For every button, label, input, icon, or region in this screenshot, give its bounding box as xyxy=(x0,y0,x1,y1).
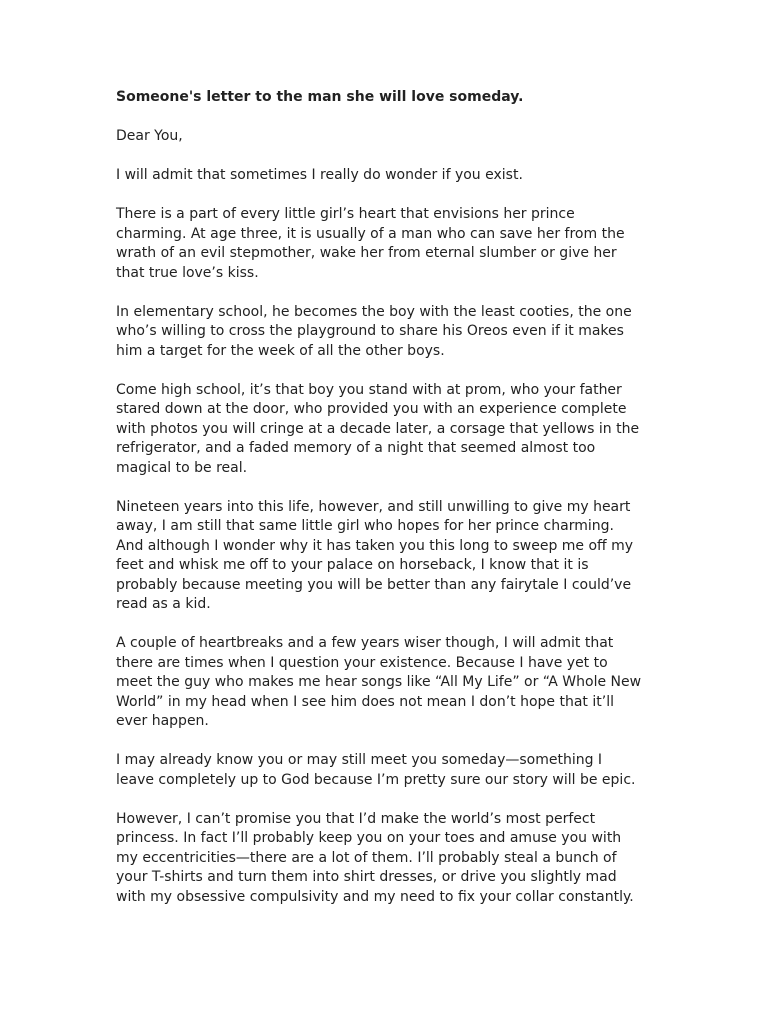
text-line: who’s willing to cross the playground to share his Oreos even if it makes xyxy=(116,323,624,339)
text-line: leave completely up to God because I’m pretty sure our story will be epic. xyxy=(116,771,636,788)
text-line: my eccentricities—there are a lot of them. I’ll probably steal a bunch of xyxy=(116,849,617,866)
text-line: with photos you will cringe at a decade later, a corsage that yellows in the xyxy=(116,420,640,437)
text-line: refrigerator, and a faded memory of a night that seemed almost too xyxy=(116,440,596,456)
text-line: probably because meeting you will be better than any fairytale I could’ve xyxy=(116,576,632,593)
text-line: In elementary school, he becomes the boy with the least cooties, the one xyxy=(116,303,632,320)
text-line: I will admit that sometimes I really do wonder if you exist. xyxy=(116,167,523,183)
document-page xyxy=(116,88,656,927)
text-line: feet and whisk me off to your palace on horseback, I know that it is xyxy=(116,557,589,573)
paragraph xyxy=(116,751,656,790)
text-line: with my obsessive compulsivity and my need to fix your collar constantly. xyxy=(116,888,634,905)
text-line: World” in my head when I see him does not mean I don’t hope that it’ll xyxy=(116,693,614,710)
text-line: There is a part of every little girl’s heart that envisions her prince xyxy=(116,206,575,222)
text-line: And although I wonder why it has taken you this long to sweep me off my xyxy=(116,537,634,554)
text-line: magical to be real. xyxy=(116,459,248,476)
paragraph xyxy=(116,498,656,615)
text-line: However, I can’t promise you that I’d make the world’s most perfect xyxy=(116,810,596,827)
document-body xyxy=(116,127,656,907)
text-line: meet the guy who makes me hear songs like “All My Life” or “A Whole New xyxy=(116,674,642,690)
text-line: A couple of heartbreaks and a few years wiser though, I will admit that xyxy=(116,635,614,651)
text-line: charming. At age three, it is usually of a man who can save her from the xyxy=(116,225,625,242)
paragraph xyxy=(116,303,656,362)
salutation xyxy=(116,127,656,147)
text-line: that true love’s kiss. xyxy=(116,264,259,281)
text-line: Nineteen years into this life, however, and still unwilling to give my heart xyxy=(116,498,631,515)
text-line: your T-shirts and turn them into shirt dresses, or drive you slightly mad xyxy=(116,869,617,885)
paragraph xyxy=(116,634,656,732)
paragraph xyxy=(116,810,656,908)
text-line: Dear You, xyxy=(116,128,183,144)
text-line: wrath of an evil stepmother, wake her from eternal slumber or give her xyxy=(116,245,617,261)
text-line: princess. In fact I’ll probably keep you on your toes and amuse you with xyxy=(116,830,622,846)
text-line: him a target for the week of all the other boys. xyxy=(116,342,445,359)
text-line: there are times when I question your existence. Because I have yet to xyxy=(116,654,608,671)
text-line: Come high school, it’s that boy you stand with at prom, who your father xyxy=(116,381,622,398)
paragraph xyxy=(116,205,656,283)
text-line: I may already know you or may still meet you someday—something I xyxy=(116,752,603,768)
text-line: ever happen. xyxy=(116,713,209,729)
paragraph xyxy=(116,381,656,479)
text-line: away, I am still that same little girl who hopes for her prince charming. xyxy=(116,518,614,534)
paragraph xyxy=(116,166,656,186)
document-title: Someone's letter to the man she will love someday. xyxy=(116,89,524,105)
text-line: stared down at the door, who provided you with an experience complete xyxy=(116,401,627,417)
text-line: read as a kid. xyxy=(116,596,211,612)
